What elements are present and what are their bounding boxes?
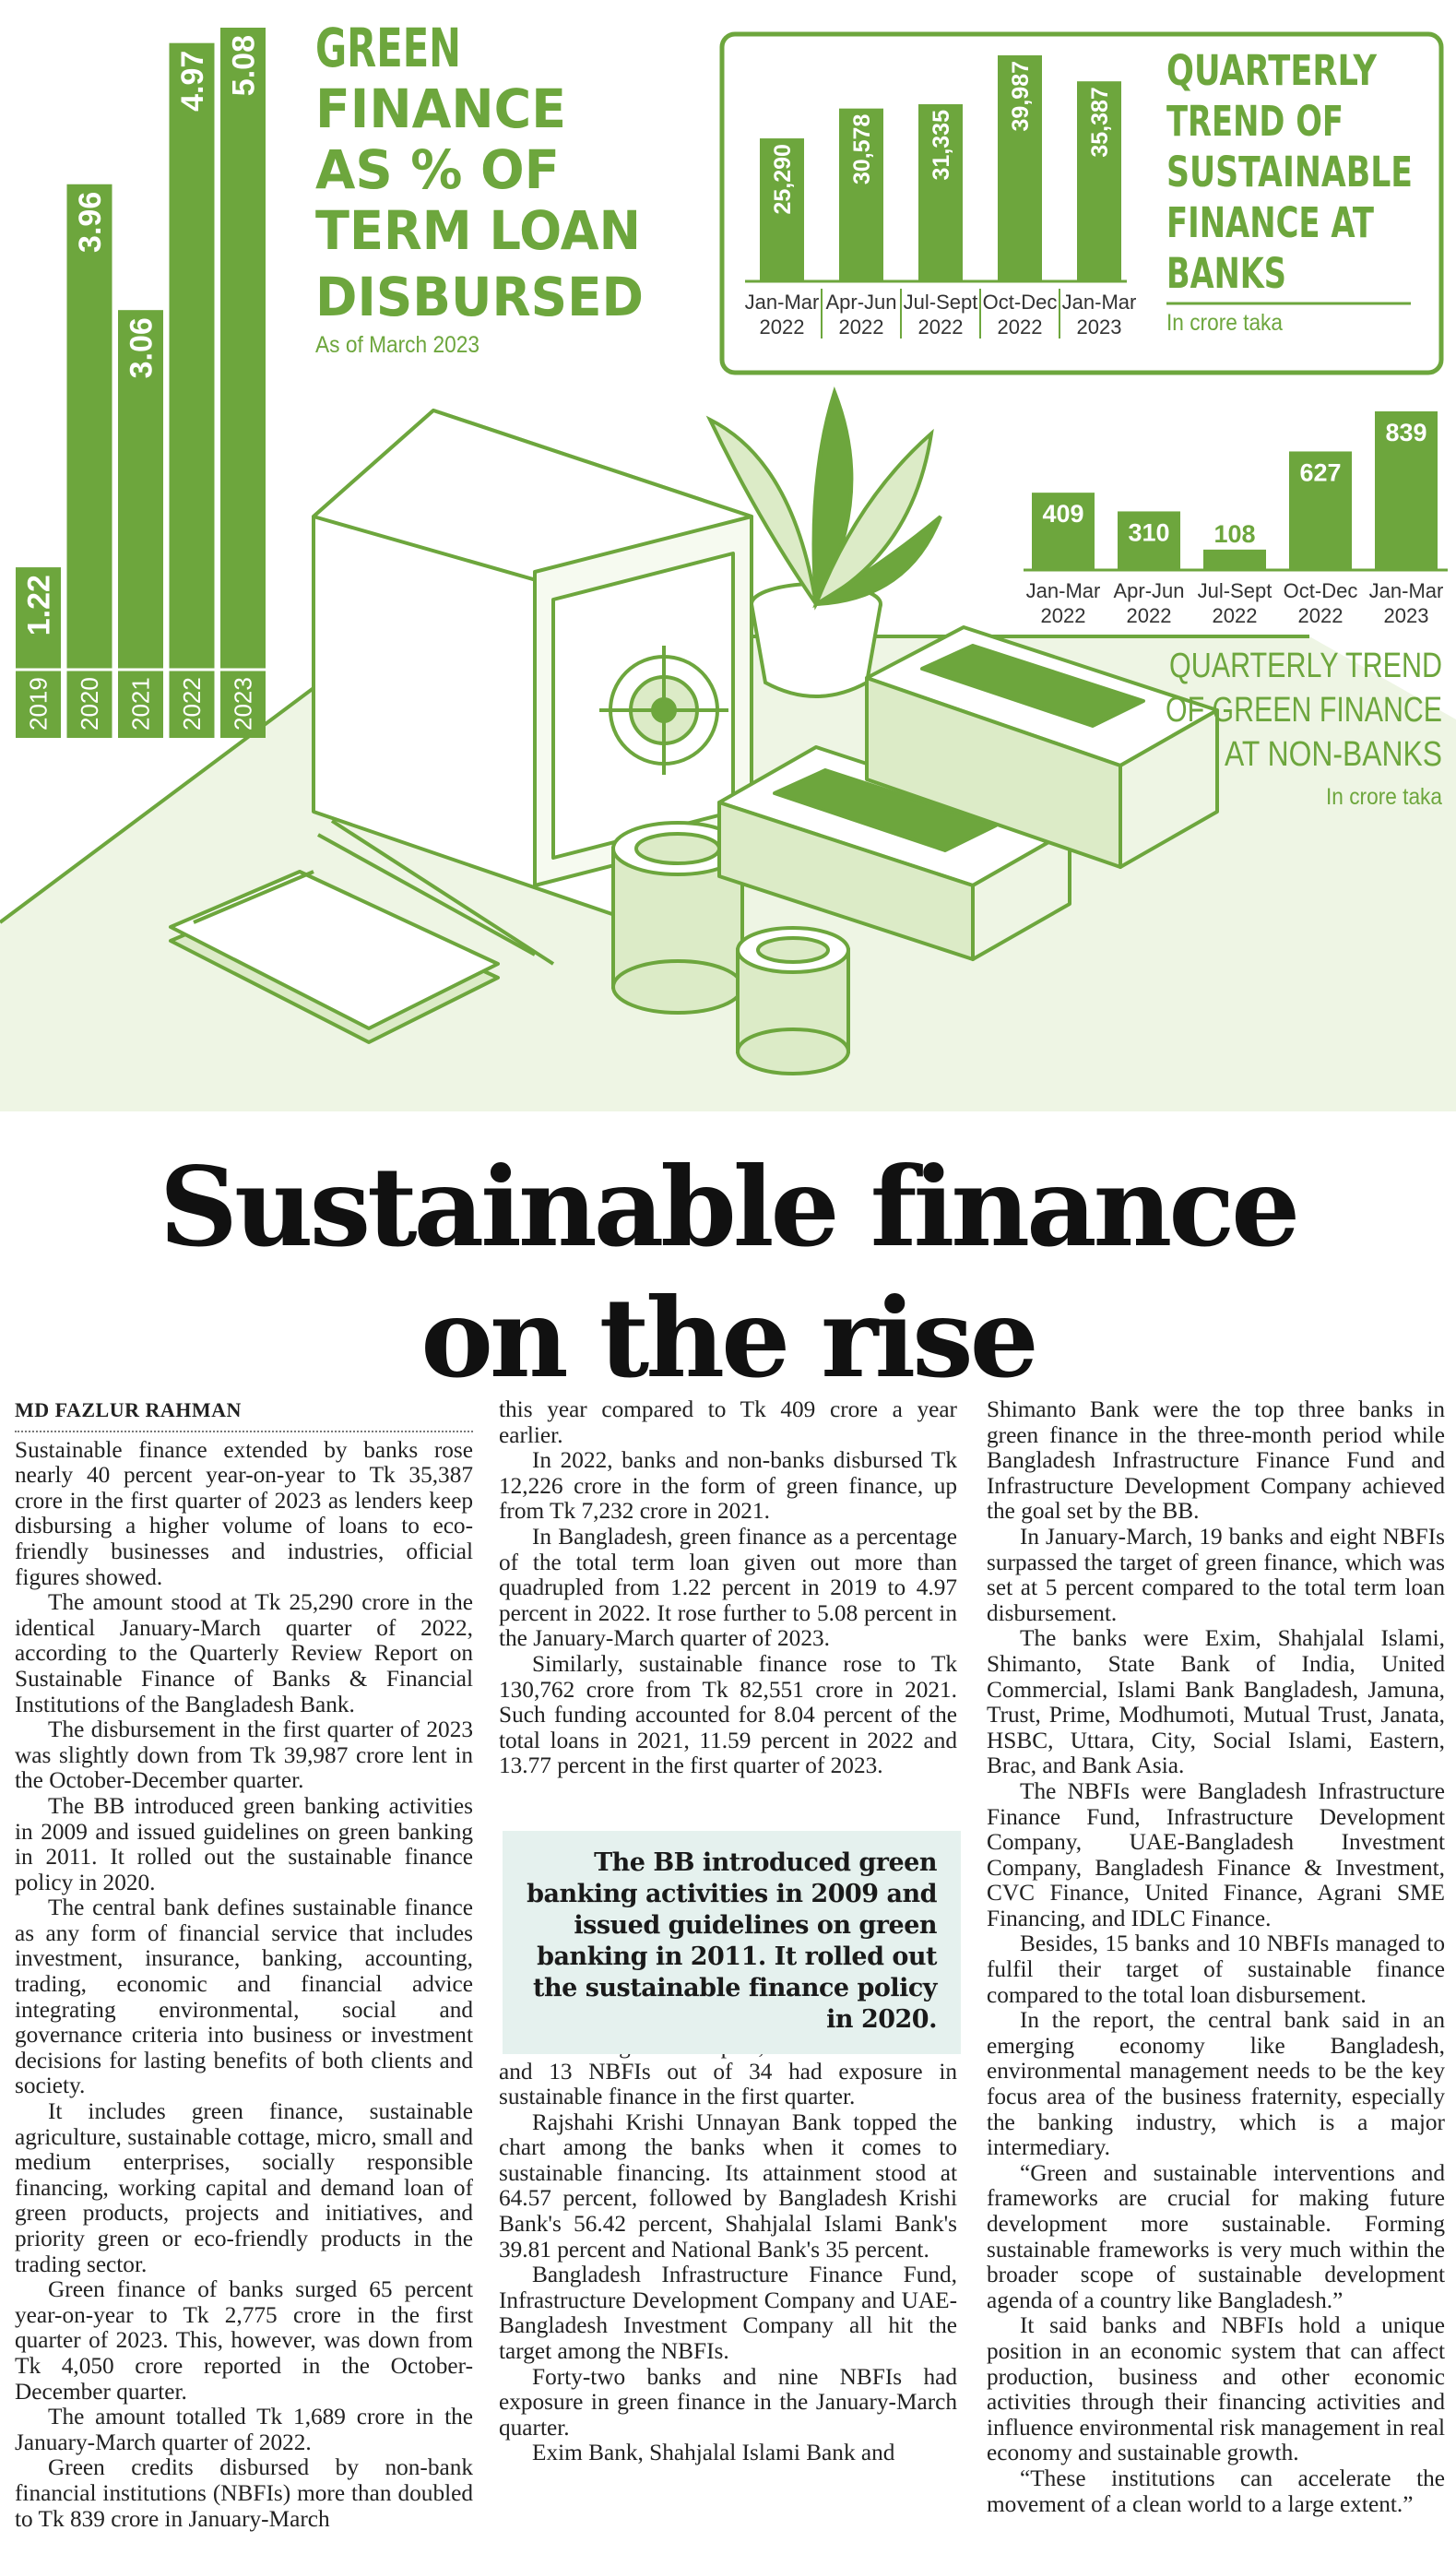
paragraph: Similarly, sustainable finance rose to Tk 130,762 crore from Tk 82,551 crore in 2021. Such funding accounted for 8.04 percent of the total loans in 2021, 11.59 percent in 2022 and 13.77 percent in the first quarter of 2023. bbox=[499, 1650, 957, 1779]
paragraph: It said banks and NBFIs hold a unique position in an economic system that can affect production, business and other economic activities through their financing activities and influence environmental risk management in real economy and sustainable growth. bbox=[987, 2312, 1445, 2466]
paragraph: The amount stood at Tk 25,290 crore in the identical January-March quarter of 2022, according to the Quarterly Review Report on Sustainable Finance of Banks & Financial Institutions of the Bangladesh Bank. bbox=[15, 1589, 473, 1717]
category-label: 2022 bbox=[838, 315, 884, 339]
bar-value-label: 35,387 bbox=[1087, 87, 1113, 158]
chart2-title-line: BANKS bbox=[1166, 249, 1286, 298]
bar-value-label: 108 bbox=[1213, 519, 1256, 548]
green-finance-pct-chart bbox=[16, 28, 266, 738]
bar-value-label: 627 bbox=[1299, 458, 1342, 487]
paragraph: Besides, 15 banks and 10 NBFIs managed to fulfil their target of sustainable finance compared to the total loan disbursement. bbox=[987, 1930, 1445, 2008]
category-label: Oct-Dec bbox=[1283, 579, 1358, 602]
category-label: Apr-Jun bbox=[825, 291, 897, 314]
headline-line: Sustainable finance bbox=[159, 1143, 1297, 1271]
category-label: 2022 bbox=[1212, 604, 1258, 627]
bar-value-label: 839 bbox=[1385, 419, 1427, 446]
paragraph: The amount totalled Tk 1,689 crore in the January-March quarter of 2022. bbox=[15, 2404, 473, 2455]
paragraph: Exim Bank, Shahjalal Islami Bank and bbox=[532, 2440, 895, 2466]
chart3-title-line: AT NON-BANKS bbox=[1225, 735, 1442, 774]
category-label: 2022 bbox=[917, 315, 964, 339]
bar-value-label: 31,335 bbox=[929, 110, 954, 181]
chart3-title-line: OF GREEN FINANCE bbox=[1166, 691, 1442, 730]
category-label: 2022 bbox=[1297, 604, 1344, 627]
category-label: Apr-Jun bbox=[1113, 579, 1185, 602]
category-label: Jan-Mar bbox=[1025, 579, 1101, 602]
infographic bbox=[0, 0, 1456, 1111]
chart2-title-line: SUSTAINABLE bbox=[1166, 148, 1413, 196]
chart1-title-line: GREEN bbox=[315, 17, 461, 79]
chart1-title bbox=[315, 17, 644, 358]
bar-value-label: 3.96 bbox=[73, 191, 108, 253]
chart2-unit: In crore taka bbox=[1166, 310, 1284, 336]
paragraph: In Bangladesh, green finance as a percentage of the total term loan given out more than quadrupled from 1.22 percent in 2019 to 4.97 percent in 2022. It rose further to 5.08 percent in the January-March quarter of 2023. bbox=[499, 1523, 957, 1652]
byline: MD FAZLUR RAHMAN bbox=[15, 1397, 473, 1432]
paragraph: In the report, the central bank said in an emerging economy like Bangladesh, environmental management needs to be the key focus area of the business fraternity, especially the banking industry, which is a major intermediary. bbox=[987, 2007, 1445, 2161]
paragraph: In 2022, banks and non-banks disbursed Tk 12,226 crore in the form of green finance, up from Tk 7,232 crore in 2021. bbox=[499, 1447, 957, 1525]
category-label: 2022 bbox=[997, 315, 1043, 339]
category-label: Jan-Mar bbox=[1368, 579, 1444, 602]
headline-line: on the rise bbox=[420, 1274, 1036, 1402]
chart2-title-line: TREND OF bbox=[1166, 97, 1344, 146]
bar-value-label: 1.22 bbox=[21, 575, 57, 636]
bar-value-label: 30,578 bbox=[849, 113, 875, 185]
paragraph: Sustainable finance extended by banks rose nearly 40 percent year-on-year to Tk 35,387 crore in the first quarter of 2023 as lenders keep disbursing a higher volume of loans to eco-friendly businesses and industries, official figures showed. bbox=[15, 1436, 473, 1590]
category-label: 2019 bbox=[24, 677, 53, 731]
headline bbox=[0, 1142, 1456, 1404]
bar bbox=[170, 43, 215, 738]
nonbanks-trend-chart bbox=[1024, 411, 1448, 627]
paragraph: The BB introduced green banking activities in 2009 and issued guidelines on green banking in 2011. It rolled out the sustainable finance policy in 2020. bbox=[15, 1792, 473, 1895]
bar bbox=[1203, 550, 1266, 570]
bar-value-label: 409 bbox=[1042, 500, 1084, 529]
paragraph: Rajshahi Krishi Unnayan Bank topped the chart among the banks when it comes to sustainable financing. Its attainment stood at 64.57 percent, followed by Bangladesh Krishi Bank's 56.42 percent, Shahjalal Islami Bank's 39.81 percent and National Bank's 35 percent. bbox=[499, 2109, 957, 2263]
category-label: Jul-Sept bbox=[903, 291, 978, 314]
bar-value-label: 3.06 bbox=[124, 317, 160, 379]
chart2-title-line: QUARTERLY bbox=[1166, 46, 1379, 95]
paragraph: Green credits disbursed by non-bank financial institutions (NBFIs) more than doubled to Tk 839 crore in January-March bbox=[15, 2454, 473, 2532]
bar-value-label: 5.08 bbox=[226, 35, 262, 97]
category-label: Jul-Sept bbox=[1197, 579, 1273, 602]
chart1-title-line: AS % OF bbox=[315, 138, 560, 201]
paragraph: It includes green finance, sustainable agriculture, sustainable cottage, micro, small and medium enterprises, socially responsible financing, working capital and demand loan of green products, projects and initiatives, and priority green or eco-friendly products in the trading sector. bbox=[15, 2098, 473, 2277]
category-label: 2022 bbox=[178, 677, 206, 731]
bar-value-label: 39,987 bbox=[1008, 61, 1034, 132]
paragraph: “Green and sustainable interventions and frameworks are crucial for making future development more sustainable. Forming sustainable frameworks is very much within the broader scope of sustainable development agenda of a country like Bangladesh.” bbox=[987, 2159, 1445, 2313]
paragraph: Forty-two banks and nine NBFIs had exposure in green finance in the January-March quarter. bbox=[499, 2363, 957, 2441]
article-column-1 bbox=[15, 1397, 473, 2550]
chart2-title-line: FINANCE AT bbox=[1166, 198, 1375, 247]
category-label: 2020 bbox=[76, 677, 103, 731]
category-label: 2022 bbox=[1040, 604, 1086, 627]
chart1-title-line: FINANCE bbox=[315, 77, 566, 140]
chart1-title-line: DISBURSED bbox=[315, 266, 644, 328]
chart1-subtitle: As of March 2023 bbox=[315, 332, 479, 358]
chart3-title-line: QUARTERLY TREND bbox=[1169, 647, 1442, 685]
chart3-unit: In crore taka bbox=[1326, 784, 1443, 810]
category-label: Jan-Mar bbox=[1061, 291, 1137, 314]
bar bbox=[67, 184, 112, 738]
paragraph: Green finance of banks surged 65 percent year-on-year to Tk 2,775 crore in the first quarter of 2023. This, however, was down from Tk 4,050 crore reported in the October-December quarter. bbox=[15, 2276, 473, 2405]
category-label: Jan-Mar bbox=[744, 291, 820, 314]
category-label: Oct-Dec bbox=[982, 291, 1058, 314]
paragraph: “These institutions can accelerate the movement of a clean world to a large extent.” bbox=[987, 2465, 1445, 2517]
paragraph: The banks were Exim, Shahjalal Islami, Shimanto, State Bank of India, United Commercial, Islami Bank Bangladesh, Jamuna, Trust, Prime, Modhumoti, Mutual Trust, Janata, HSBC, Uttara, City, Social Islami, Eastern, Brac, and Bank Asia. bbox=[987, 1625, 1445, 1779]
paragraph: The disbursement in the first quarter of 2023 was slightly down from Tk 39,987 crore lent in the October-December quarter. bbox=[15, 1717, 473, 1794]
paragraph: this year compared to Tk 409 crore a year earlier. bbox=[499, 1397, 957, 1448]
paragraph: The NBFIs were Bangladesh Infrastructure Finance Fund, Infrastructure Development Company, UAE-Bangladesh Investment Company, Bangladesh Finance & Investment, CVC Finance, United Finance, Agrani SME Financing, and IDLC Finance. bbox=[987, 1777, 1445, 1931]
bar-value-label: 4.97 bbox=[175, 50, 210, 112]
paragraph: Shimanto Bank were the top three banks in green finance in the three-month period while Bangladesh Infrastructure Finance Fund and Infrastructure Development Company achieved the goal set by the BB. bbox=[987, 1397, 1445, 1525]
bar-value-label: 25,290 bbox=[770, 144, 796, 215]
category-label: 2023 bbox=[229, 677, 257, 731]
chart1-title-line: TERM LOAN bbox=[315, 199, 641, 262]
bar-value-label: 310 bbox=[1128, 518, 1170, 547]
category-label: 2022 bbox=[1126, 604, 1172, 627]
article-column-3 bbox=[987, 1397, 1445, 2550]
paragraph: The central bank defines sustainable finance as any form of financial service that includes investment, insurance, banking, accounting, trading, economic and financial advice integrating environmental, social and governance criteria into business or investment decisions for lasting benefits of both clients and society. bbox=[15, 1895, 473, 2099]
category-label: 2023 bbox=[1076, 315, 1122, 339]
bar bbox=[220, 28, 266, 738]
category-label: 2022 bbox=[759, 315, 805, 339]
paragraph: and 13 NBFIs out of 34 had exposure in sustainable finance in the first quarter. bbox=[499, 2058, 957, 2110]
paragraph: In January-March, 19 banks and eight NBFIs surpassed the target of green finance, which was set at 5 percent compared to the total term loan disbursement. bbox=[987, 1523, 1445, 1626]
category-label: 2023 bbox=[1383, 604, 1429, 627]
paragraph: Bangladesh Infrastructure Finance Fund, Infrastructure Development Company and UAE-Bangladesh Investment Company all hit the target among the NBFIs. bbox=[499, 2262, 957, 2365]
pullquote: The BB introduced green banking activities in 2009 and issued guidelines on green banking in 2011. It rolled out the sustainable finance policy in 2020. bbox=[503, 1831, 961, 2054]
category-label: 2021 bbox=[126, 677, 155, 731]
